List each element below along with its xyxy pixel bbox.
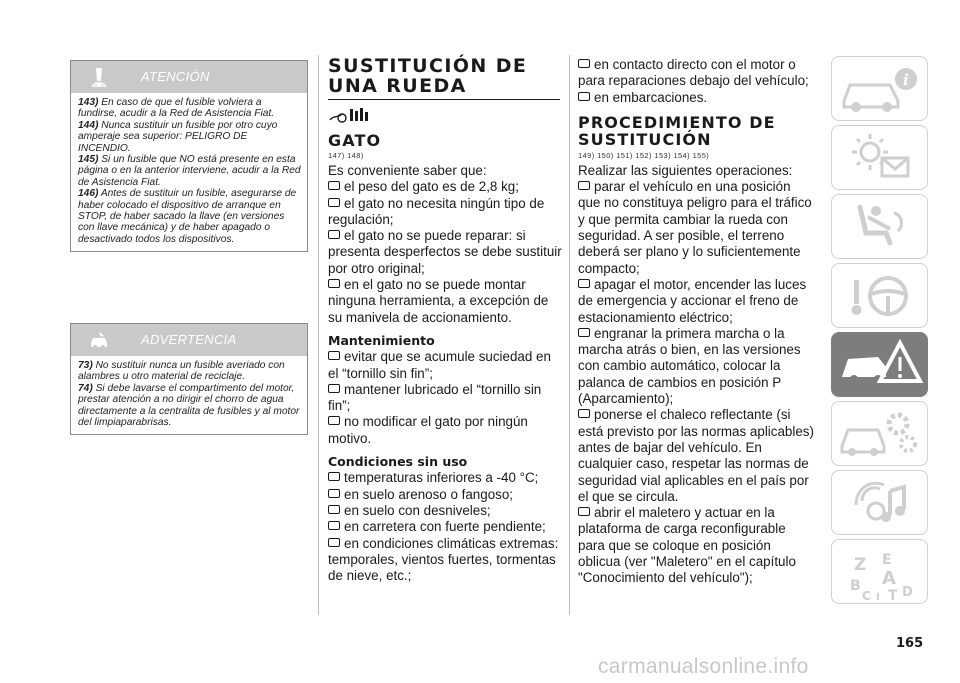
chapter-tab-lights-messages[interactable] [831,125,928,190]
checkbox-icon [578,409,590,418]
conditions-title: Condiciones sin uso [328,454,468,470]
checkbox-icon [578,92,590,101]
procedure-text: Realizar las siguientes operaciones: parar el vehículo en una posición que no constituya peligro para el tráfico y que permita cambiar la rueda con seguridad. A ser posible, el terreno deberá ser plano y lo suficientemente compacto; apagar el motor, encender las luces de emergencia y accionar el freno de estacionamiento eléctrico; engranar la primera marcha o la marcha atrás o bien, en las versiones con cambio automático, colocar la palanca de cambios en posición P (Aparcamiento); ponerse el chaleco reflectante (si está previsto por las normas aplicables) antes de bajar del vehículo. En cualquier caso, respetar las normas de seguridad vial aplicables en el país por el que se circula. abrir el maletero y actuar en la plataforma de carga reconfigurable para que se coloque en posición oblicua (ver "Maletero" en el capítulo "Conocimiento del vehículo"); [578,163,816,587]
list-item: ponerse el chaleco reflectante (si está previsto por las normas aplicables) antes de bajar del vehículo. En cualquier caso, respetar las normas de seguridad vial aplicables en el país por el que se circula. [578,407,814,504]
tire-icon [328,106,374,126]
car-wrench-icon [87,328,111,352]
list-item: en carretera con fuerte pendiente; [328,519,562,535]
index-letter: E [882,552,892,568]
page-number: 165 [896,636,924,651]
seat-airbag-icon [832,195,929,260]
checkbox-icon [328,181,340,190]
checkbox-icon [328,198,340,207]
jack-refs: 147) 148) [328,151,364,160]
list-item: el peso del gato es de 2,8 kg; [328,179,562,195]
car-gears-icon [832,402,929,467]
list-item: en contacto directo con el motor o para reparaciones debajo del vehículo; [578,57,809,89]
list-item: en el gato no se puede montar ninguna herramienta, a excepción de su manivela de accionamiento. [328,277,549,325]
chapter-tab-maintenance[interactable] [831,401,928,466]
attention-header [71,61,307,93]
svg-text:i: i [903,71,909,89]
attention-box [70,60,308,252]
list-item: parar el vehículo en una posición que no constituya peligro para el tráfico y que permita cambiar la rueda con seguridad. A ser posible, el terreno deberá ser plano y lo suficientemente compacto; [578,179,812,276]
checkbox-icon [578,59,590,68]
checkbox-icon [328,279,340,288]
attention-item: 146) Antes de sustituir un fusible, asegurarse de haber colocado el dispositivo de arranque en STOP, de haber sacado la llave (en versiones con llave mecánica) y de haber apagado o desactivado todos los dispositivos. [78,188,297,245]
list-item: mantener lubricado el “tornillo sin fin”; [328,381,542,414]
warning-item: 74) Si debe lavarse el compartimento del motor, prestar atención a no dirigir el chorro de agua directamente a la centralita de fusibles y al motor del limpiaparabrisas. [78,382,300,429]
watermark: carmanualsonline.info [598,655,809,678]
checkbox-icon [328,230,340,239]
index-letter: T [888,588,898,604]
column-divider [318,55,319,615]
chapter-tab-starting-driving[interactable] [831,263,928,328]
warning-box [70,323,308,435]
checkbox-icon [328,416,340,425]
checkbox-icon [328,489,340,498]
attention-item: 144) Nunca sustituir un fusible por otro cuyo amperaje sea superior: PELIGRO DE INCENDIO. [78,119,278,154]
list-item: en suelo con desniveles; [328,503,562,519]
warning-header [71,324,307,356]
alphabet-index-icon [832,540,929,605]
list-item: en condiciones climáticas extremas: temporales, vientos fuertes, tormentas de nieve, etc.; [328,535,559,584]
checkbox-icon [328,384,340,393]
warning-body [71,356,307,434]
list-item: temperaturas inferiores a -40 °C; [328,470,562,486]
chapter-tab-index[interactable] [831,539,928,604]
checkbox-icon [328,351,340,360]
checkbox-icon [578,181,590,190]
section-title: SUSTITUCIÓN DE UNA RUEDA [328,55,528,97]
column-divider [569,55,570,615]
list-item: apagar el motor, encender las luces de emergencia y accionar el freno de estacionamiento eléctrico; [578,276,807,325]
index-letter: D [902,585,913,600]
list-item: el gato no se puede reparar: si presenta desperfectos se debe sustituir por otro original; [328,228,562,276]
checkbox-icon [328,538,340,547]
car-info-icon [832,57,929,122]
index-letter: Z [854,555,867,575]
list-item: el gato no necesita ningún tipo de regulación; [328,195,545,227]
list-item: abrir el maletero y actuar en la plataforma de carga reconfigurable para que se coloque en posición oblicua (ver "Maletero" en el capítulo "Conocimiento del vehículo"); [578,505,796,586]
attention-item: 143) En caso de que el fusible volviera a fundirse, acudir a la Red de Asistencia Fiat. [78,97,275,120]
attention-title: ATENCIÓN [141,69,210,84]
checkbox-icon [328,472,340,481]
steering-wheel-icon [832,264,929,329]
attention-item: 145) Si un fusible que NO está presente en esta página o en la anterior interviene, acudir a la Red de Asistencia Fiat. [78,154,301,188]
index-letter: B [850,578,861,594]
emergency-triangle-icon [832,333,929,398]
list-item: en suelo arenoso o fangoso; [328,487,562,503]
index-letter: I [876,592,880,603]
procedure-title: PROCEDIMIENTO DE SUSTITUCIÓN [578,112,776,149]
checkbox-icon [578,328,590,337]
right-column [578,57,816,587]
list-item: no modificar el gato por ningún motivo. [328,414,528,446]
checkbox-icon [328,521,340,530]
warning-hand-icon [87,65,111,89]
checkbox-icon [578,279,590,288]
sun-envelope-icon [832,126,929,191]
jack-text: Es conveniente saber que: el peso del gato es de 2,8 kg; el gato no necesita ningún tipo de regulación; el gato no se puede reparar: si presenta desperfectos se debe sustituir por otro original; en el gato no se puede montar ninguna herramienta, a excepción de su manivela de accionamiento. Mantenimiento evitar que se acumule suciedad en el “tornillo sin fin”; mantener lubricado el “tornillo sin fin”; no modificar el gato por ningún motivo. Condiciones sin uso temperaturas inferiores a -40 °C; en suelo arenoso o fangoso; en suelo con desniveles; en carretera con fuerte pendiente; en condiciones climáticas extremas: temporales, vientos fuertes, tormentas de nieve, etc.; [328,163,562,584]
index-letter: A [882,568,896,589]
warning-item: 73) No sustituir nunca un fusible averiado con alambres u otro material de reciclaje. [78,360,285,383]
chapter-tab-safety[interactable] [831,194,928,259]
chapter-tab-multimedia[interactable] [831,470,928,535]
attention-body [71,93,307,251]
jack-title: GATO [328,131,382,150]
list-item: engranar la primera marcha o la marcha atrás o bien, en las versiones con cambio automático, colocar la palanca de cambios en posición P (Aparcamiento); [578,325,801,407]
procedure-refs: 149) 150) 151) 152) 153) 154) 155) [578,150,710,160]
multimedia-icon [832,471,929,536]
list-item: evitar que se acumule suciedad en el “tornillo sin fin”; [328,349,551,381]
title-underline [328,99,560,100]
chapter-tab-vehicle-info[interactable] [831,56,928,121]
maintenance-title: Mantenimiento [328,332,435,348]
warning-title: ADVERTENCIA [141,332,237,347]
checkbox-icon [578,507,590,516]
index-letter: C [862,589,871,603]
chapter-tab-emergency[interactable] [831,332,928,397]
middle-column [328,56,562,584]
checkbox-icon [328,505,340,514]
list-item: en embarcaciones. [578,90,816,106]
